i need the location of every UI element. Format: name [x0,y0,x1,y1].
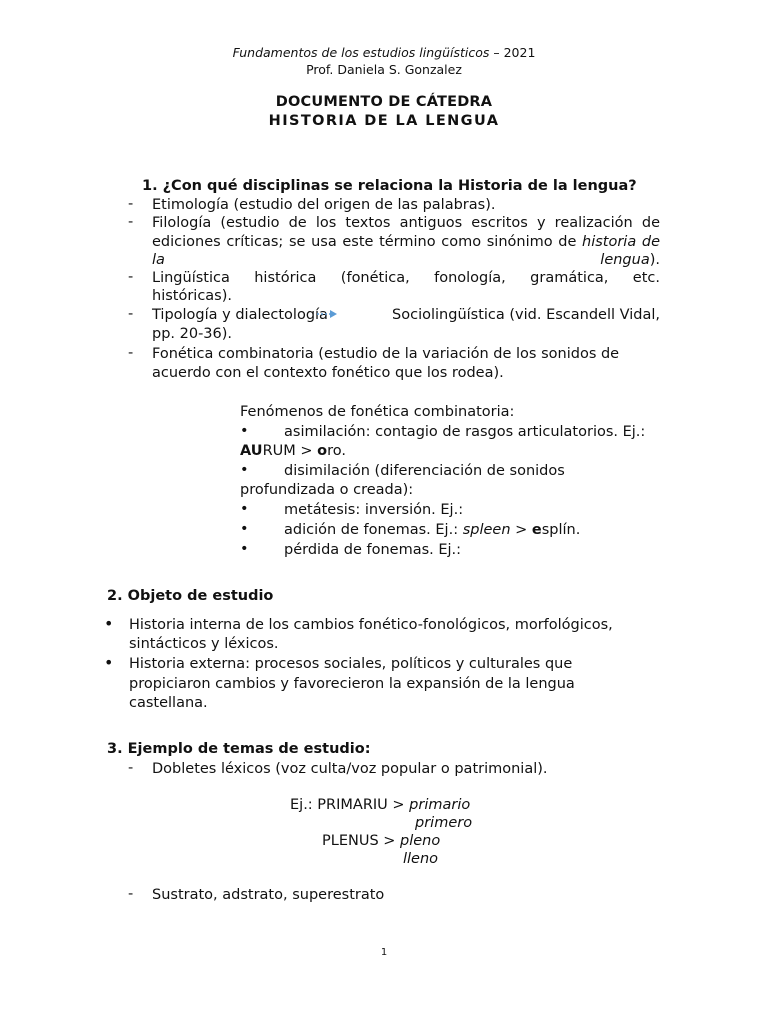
list-dash: - [128,886,134,902]
tipologia-label: Tipología y dialectología [152,307,328,323]
list-dash: - [128,269,134,285]
primario-word: primario [409,797,471,813]
bullet: • [240,521,249,537]
adicion-text: adición de fonemas. Ej.: [284,522,463,538]
phenomenon-disimilacion: disimilación (diferenciación de sonidos [284,463,565,479]
aurum-rest: RUM > [262,443,318,459]
adicion-bold: e [531,522,542,538]
plenus-prefix: PLENUS > [322,833,401,849]
list-item-linguistica-line2: históricas). [152,288,232,304]
bullet: • [240,462,249,478]
objeto-interna-line2: sintácticos y léxicos. [129,636,279,652]
bullet: • [240,541,249,557]
pleno-word: pleno [400,833,441,849]
sociolinguistica-label: Sociolingüística (vid. Escandell Vidal, [392,307,660,323]
section2-heading: 2. Objeto de estudio [107,588,274,604]
adicion-italic: spleen [462,522,511,538]
objeto-externa-line1: Historia externa: procesos sociales, políticos y culturales que [129,656,573,672]
list-item-linguistica-line1: Lingüística histórica (fonética, fonología, gramática, etc. [152,270,660,286]
dobletes-item: Dobletes léxicos (voz culta/voz popular o patrimonial). [152,761,548,777]
aurum-bold: AU [240,443,263,459]
filologia-text: Filología (estudio de los textos antiguos escritos y realización de ediciones críticas; se usa este término como sinónimo de [152,215,660,250]
bullet: • [240,501,249,517]
objeto-interna-line1: Historia interna de los cambios fonético-fonológicos, morfológicos, [129,617,613,633]
list-item-fonetica-line2: acuerdo con el contexto fonético que los rodea). [152,365,504,381]
filologia-end: ). [649,252,660,268]
example-primariu [290,796,470,816]
course-title: Fundamentos de los estudios lingüísticos [232,45,490,60]
adicion-end: splín. [541,522,581,538]
objeto-externa-line3: castellana. [129,695,208,711]
example-plenus [322,832,440,852]
bullet: • [104,614,114,633]
filologia-italic: historia de la lengua [152,233,660,268]
arrow-right-icon [316,305,338,323]
bullet: • [104,653,114,672]
list-item-filologia [152,214,660,270]
professor-name: Prof. Daniela S. Gonzalez [306,62,462,77]
list-item-etimologia: Etimología (estudio del origen de las palabras). [152,197,496,213]
course-year: – 2021 [489,45,536,60]
phenomenon-perdida: pérdida de fonemas. Ej.: [284,542,462,558]
phenomena-title: Fenómenos de fonética combinatoria: [240,404,515,420]
phenomenon-disimilacion-line2: profundizada o creada): [240,482,414,498]
objeto-externa-line2: propiciaron cambios y favorecieron la expansión de la lengua [129,676,575,692]
list-dash: - [128,196,134,212]
bullet: • [240,423,249,439]
page-number: 1 [380,947,388,958]
list-item-fonetica-line1: Fonética combinatoria (estudio de la variación de los sonidos de [152,346,620,362]
list-dash: - [128,214,134,230]
aurum-example [240,442,346,462]
sustrato-item: Sustrato, adstrato, superestrato [152,887,385,903]
list-dash: - [128,306,134,322]
oro-rest: ro. [327,443,346,459]
primero-word: primero [415,815,473,831]
list-dash: - [128,345,134,361]
phenomenon-metatesis: metátesis: inversión. Ej.: [284,502,464,518]
phenomenon-asimilacion: asimilación: contagio de rasgos articulatorios. Ej.: [284,424,646,440]
tipologia-line2: pp. 20-36). [152,326,233,342]
section1-heading: 1. ¿Con qué disciplinas se relaciona la Historia de la lengua? [142,178,637,194]
document-title: DOCUMENTO DE CÁTEDRA [275,94,493,110]
lleno-word: lleno [403,851,439,867]
list-dash: - [128,760,134,776]
phenomenon-adicion [284,521,580,541]
adicion-arrow: > [510,522,532,538]
primariu-prefix: Ej.: PRIMARIU > [290,797,410,813]
oro-bold: o [317,443,328,459]
document-subtitle: HISTORIA DE LA LENGUA [268,113,500,129]
section3-heading: 3. Ejemplo de temas de estudio: [107,741,371,757]
course-header [0,45,768,60]
